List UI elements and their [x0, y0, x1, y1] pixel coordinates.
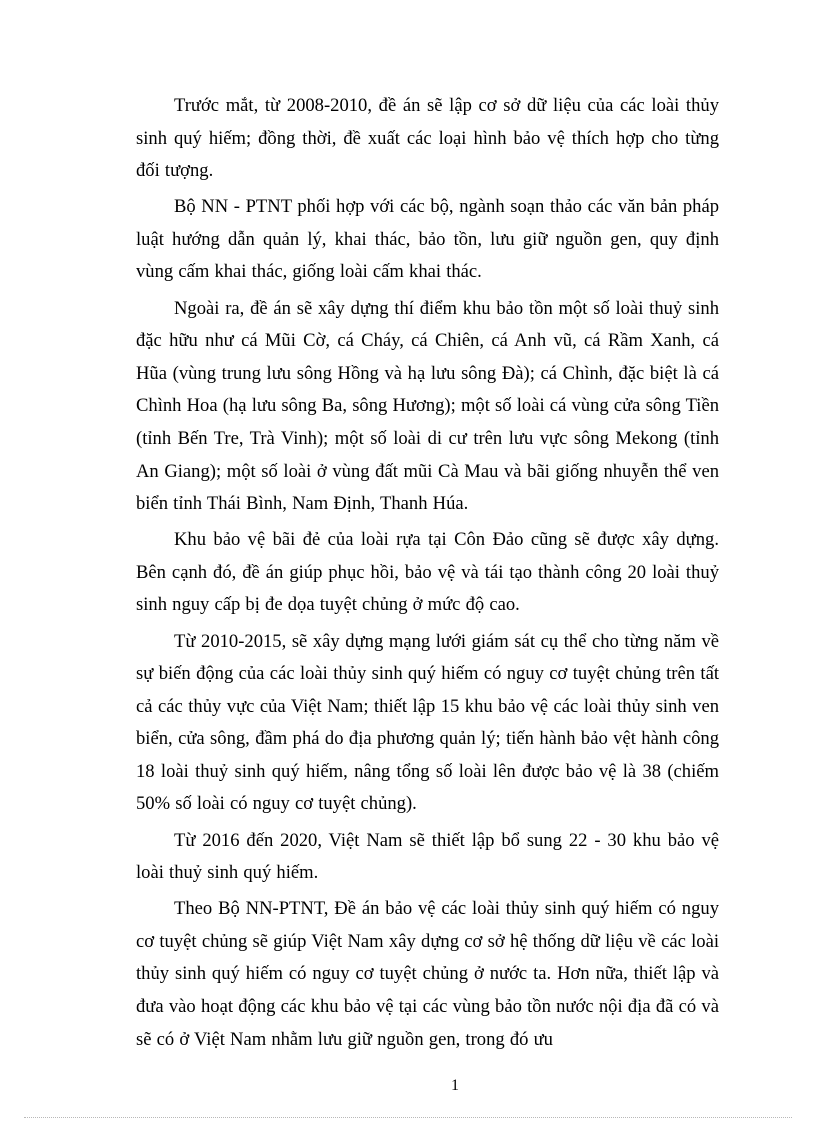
paragraph-4: Khu bảo vệ bãi đẻ của loài rựa tại Côn Đảo cũng sẽ được xây dựng. Bên cạnh đó, đề án giúp phục hồi, bảo vệ và tái tạo thành công 20 loài thuỷ sinh nguy cấp bị đe dọa tuyệt chủng ở mức độ cao.: [136, 529, 719, 616]
paragraph-5: Từ 2010-2015, sẽ xây dựng mạng lưới giám sát cụ thể cho từng năm về sự biến động của các loài thủy sinh quý hiếm có nguy cơ tuyệt chủng trên tất cả các thủy vực của Việt Nam; thiết lập 15 khu bảo vệ các loài thủy sinh ven biển, cửa sông, đầm phá do địa phương quản lý; tiến hành bảo vệt hành công 18 loài thuỷ sinh quý hiếm, nâng tổng số loài lên được bảo vệ là 38 (chiếm 50% số loài có nguy cơ tuyệt chủng).: [136, 630, 719, 815]
paragraph-3: Ngoài ra, đề án sẽ xây dựng thí điểm khu bảo tồn một số loài thuỷ sinh đặc hữu như cá Mũi Cờ, cá Cháy, cá Chiên, cá Anh vũ, cá Rầm Xanh, cá Hũa (vùng trung lưu sông Hồng và hạ lưu sông Đà); cá Chình, đặc biệt là cá Chình Hoa (hạ lưu sông Ba, sông Hương); một số loài cá vùng cửa sông Tiền (tỉnh Bến Tre, Trà Vinh); một số loài di cư trên lưu vực sông Mekong (tỉnh An Giang); một số loài ở vùng đất mũi Cà Mau và bãi giống nhuyễn thể ven biển tỉnh Thái Bình, Nam Định, Thanh Húa.: [136, 297, 719, 515]
paragraph-6: Từ 2016 đến 2020, Việt Nam sẽ thiết lập bổ sung 22 - 30 khu bảo vệ loài thuỷ sinh quý hiếm.: [136, 829, 719, 884]
paragraph-2: Bộ NN - PTNT phối hợp với các bộ, ngành soạn thảo các văn bản pháp luật hướng dẫn quản lý, khai thác, bảo tồn, lưu giữ nguồn gen, quy định vùng cấm khai thác, giống loài cấm khai thác.: [136, 196, 719, 283]
page-number: 1: [451, 1077, 459, 1094]
page-bottom-divider: [24, 1117, 792, 1118]
body-text: [136, 90, 719, 1060]
paragraph-7: Theo Bộ NN-PTNT, Đề án bảo vệ các loài thủy sinh quý hiếm có nguy cơ tuyệt chủng sẽ giúp Việt Nam xây dựng cơ sở hệ thống dữ liệu về các loài thủy sinh quý hiếm có nguy cơ tuyệt chủng ở nước ta. Hơn nữa, thiết lập và đưa vào hoạt động các khu bảo vệ tại các vùng bảo tồn nước nội địa đã có và sẽ có ở Việt Nam nhằm lưu giữ nguồn gen, trong đó ưu: [136, 898, 719, 1050]
paragraph-1: Trước mắt, từ 2008-2010, đề án sẽ lập cơ sở dữ liệu của các loài thủy sinh quý hiếm; đồng thời, đề xuất các loại hình bảo vệ thích hợp cho từng đối tượng.: [136, 95, 719, 182]
